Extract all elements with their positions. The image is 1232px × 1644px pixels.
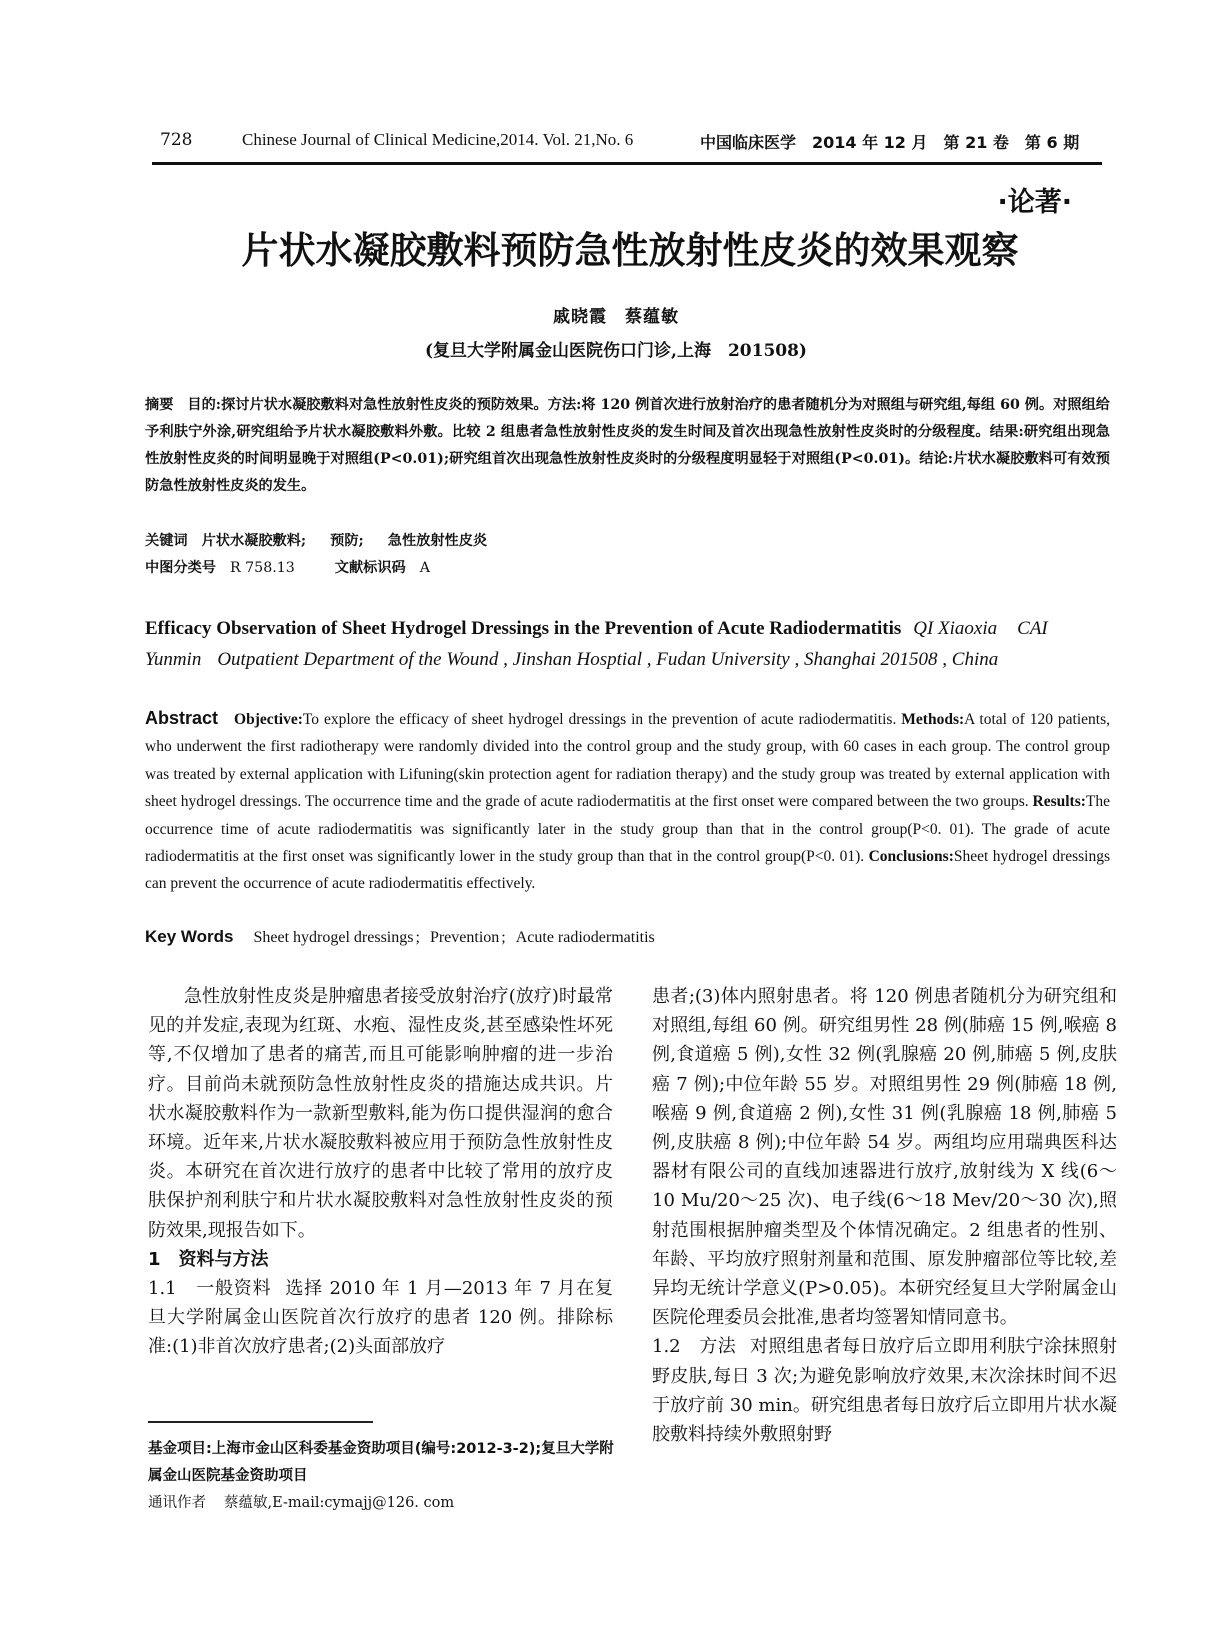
methods-label: Methods: <box>901 711 965 728</box>
keywords-cn-label: 关键词 <box>145 533 188 549</box>
article-title: 片状水凝胶敷料预防急性放射性皮炎的效果观察 <box>241 229 1019 272</box>
doc-code-label: 文献标识码 <box>334 560 406 576</box>
abstract-cn-label: 摘要 <box>145 397 174 413</box>
subsection-label: 1.1 一般资料 <box>148 1278 272 1300</box>
abstract-en-label: Abstract <box>145 708 219 728</box>
methods-text: A total of 120 patients, who underwent the first radiotherapy were randomly divided into the control group and the study group, with 60 cases in each group. The control group was treated by external application with Lifuning(skin protection agent for radiation therapy) and the study group was treated by external application with sheet hydrogel dressings. The occurrence time and the grade of acute radiodermatitis at the first onset were compared between the two groups. <box>145 711 1111 811</box>
corr-label: 通讯作者 <box>148 1495 206 1511</box>
affiliation: (复旦大学附属金山医院伤口门诊,上海 201508) <box>425 341 807 361</box>
english-author: CAI Yunmin <box>145 618 1048 670</box>
objective-text: To explore the efficacy of sheet hydrogel dressings in the prevention of acute radiodermatitis. <box>302 711 897 728</box>
section-heading: 1 资料与方法 <box>148 1248 269 1270</box>
funding-note: 基金项目:上海市金山区科委基金资助项目(编号:2012-3-2);复旦大学附属金山医院基金资助项目 <box>148 1441 614 1484</box>
english-title: Efficacy Observation of Sheet Hydrogel Dressings in the Prevention of Acute Radiodermatitis <box>145 618 902 639</box>
keyword-en: Prevention <box>429 929 500 946</box>
journal-name-en: Chinese Journal of Clinical Medicine,2014. Vol. 21,No. 6 <box>242 130 634 149</box>
header-rule <box>152 162 1102 165</box>
english-affiliation: Outpatient Department of the Wound , Jinshan Hosptial , Fudan University , Shanghai 201508 , China <box>217 649 999 670</box>
subsection-label: 1.2 方法 <box>652 1336 737 1358</box>
keywords-en: Key Words Sheet hydrogel dressings ; Prevention ; Acute radiodermatitis <box>145 927 655 946</box>
corresponding-author <box>148 1490 618 1517</box>
authors: 戚晓霞 蔡蕴敏 <box>553 307 679 327</box>
page-number: 728 <box>160 130 193 150</box>
abstract-en <box>145 705 1110 898</box>
subsection-text: 对照组患者每日放疗后立即用利肤宁涂抹照射野皮肤,每日 3 次;为避免影响放疗效果,末次涂抹时间不迟于放疗前 30 min。研究组患者每日放疗后立即用片状水凝胶敷料持续外敷照射野 <box>652 1336 1117 1446</box>
subsection-paragraph <box>148 1274 613 1362</box>
keywords-en-label: Key Words <box>145 927 234 946</box>
abstract-cn-text: 目的:探讨片状水凝胶敷料对急性放射性皮炎的预防效果。方法:将 120 例首次进行放射治疗的患者随机分为对照组与研究组,每组 60 例。对照组给予利肤宁外涂,研究组给予片状水凝胶敷料外敷。比较 2 组患者急性放射性皮炎的发生时间及首次出现急性放射性皮炎时的分级程度。结果:研究组出现急性放射性皮炎的时间明显晚于对照组(P<0.01);研究组首次出现急性放射性皮炎时的分级程度明显轻于对照组(P<0.01)。结论:片状水凝胶敷料可有效预防急性放射性皮炎的发生。 <box>145 397 1110 494</box>
subsection-paragraph <box>652 1332 1117 1449</box>
keyword-en: Sheet hydrogel dressings <box>253 929 414 946</box>
conclusions-text: Sheet hydrogel dressings can prevent the occurrence of acute radiodermatitis effectively. <box>145 848 1111 893</box>
keyword-cn: 片状水凝胶敷料; <box>201 533 307 549</box>
intro-paragraph: 急性放射性皮炎是肿瘤患者接受放射治疗(放疗)时最常见的并发症,表现为红斑、水疱、湿性皮炎,甚至感染性坏死等,不仅增加了患者的痛苦,而且可能影响肿瘤的进一步治疗。目前尚未就预防急性放射性皮炎的措施达成共识。片状水凝胶敷料作为一款新型敷料,能为伤口提供湿润的愈合环境。近年来,片状水凝胶敷料被应用于预防急性放射性皮炎。本研究在首次进行放疗的患者中比较了常用的放疗皮肤保护剂利肤宁和片状水凝胶敷料对急性放射性皮炎的预防效果,现报告如下。 <box>148 986 613 1241</box>
keywords-cn <box>145 530 487 550</box>
abstract-cn <box>145 392 1110 500</box>
footnote-rule <box>148 1421 373 1423</box>
keyword-cn: 预防; <box>330 533 364 549</box>
continued-paragraph: 患者;(3)体内照射患者。将 120 例患者随机分为研究组和对照组,每组 60 例。研究组男性 28 例(肺癌 15 例,喉癌 8 例,食道癌 5 例),女性 32 例(乳腺癌 20 例,肺癌 5 例,皮肤癌 7 例);中位年龄 55 岁。对照组男性 29 例(肺癌 18 例,喉癌 9 例,食道癌 2 例),女性 31 例(乳腺癌 18 例,肺癌 5 例,皮肤癌 8 例);中位年龄 54 岁。两组均应用瑞典医科达器材有限公司的直线加速器进行放疗,放射线为 X 线(6～10 Mu/20～25 次)、电子线(6～18 Mev/20～30 次),照射范围根据肿瘤类型及个体情况确定。2 组患者的性别、年龄、平均放疗照射剂量和范围、原发肿瘤部位等比较,差异均无统计学意义(P>0.05)。本研究经复旦大学附属金山医院伦理委员会批准,患者均签署知情同意书。 <box>652 986 1117 1329</box>
results-text: The occurrence time of acute radiodermatitis was significantly later in the study group than that in the control group(P<0. 01). The grade of acute radiodermatitis at the first onset was significantly lower in the study group than that in the control group(P<0. 01). <box>145 793 1110 866</box>
objective-label: Objective: <box>234 711 303 728</box>
doc-code-value: A <box>419 560 430 576</box>
english-title-block <box>145 613 1105 675</box>
journal-name-cn: 中国临床医学 2014 年 12 月 第 21 卷 第 6 期 <box>700 133 1080 152</box>
column-tag: ·论著· <box>997 187 1072 218</box>
corr-text: 蔡蕴敏,E-mail:cymajj@126. com <box>224 1495 455 1511</box>
body-right-column <box>652 982 1117 1449</box>
classification <box>145 557 430 577</box>
english-author: QI Xiaoxia <box>913 618 998 639</box>
footnote <box>148 1436 618 1517</box>
clc-label: 中图分类号 <box>145 560 216 576</box>
keyword-cn: 急性放射性皮炎 <box>387 533 488 549</box>
conclusions-label: Conclusions: <box>868 848 954 866</box>
keyword-en: Acute radiodermatitis <box>515 929 655 946</box>
subsection-text: 选择 2010 年 1 月—2013 年 7 月在复旦大学附属金山医院首次行放疗的患者 120 例。排除标准:(1)非首次放疗患者;(2)头面部放疗 <box>148 1278 613 1358</box>
results-label: Results: <box>1032 793 1086 811</box>
clc-value: R 758.13 <box>229 560 295 576</box>
body-left-column <box>148 982 613 1362</box>
